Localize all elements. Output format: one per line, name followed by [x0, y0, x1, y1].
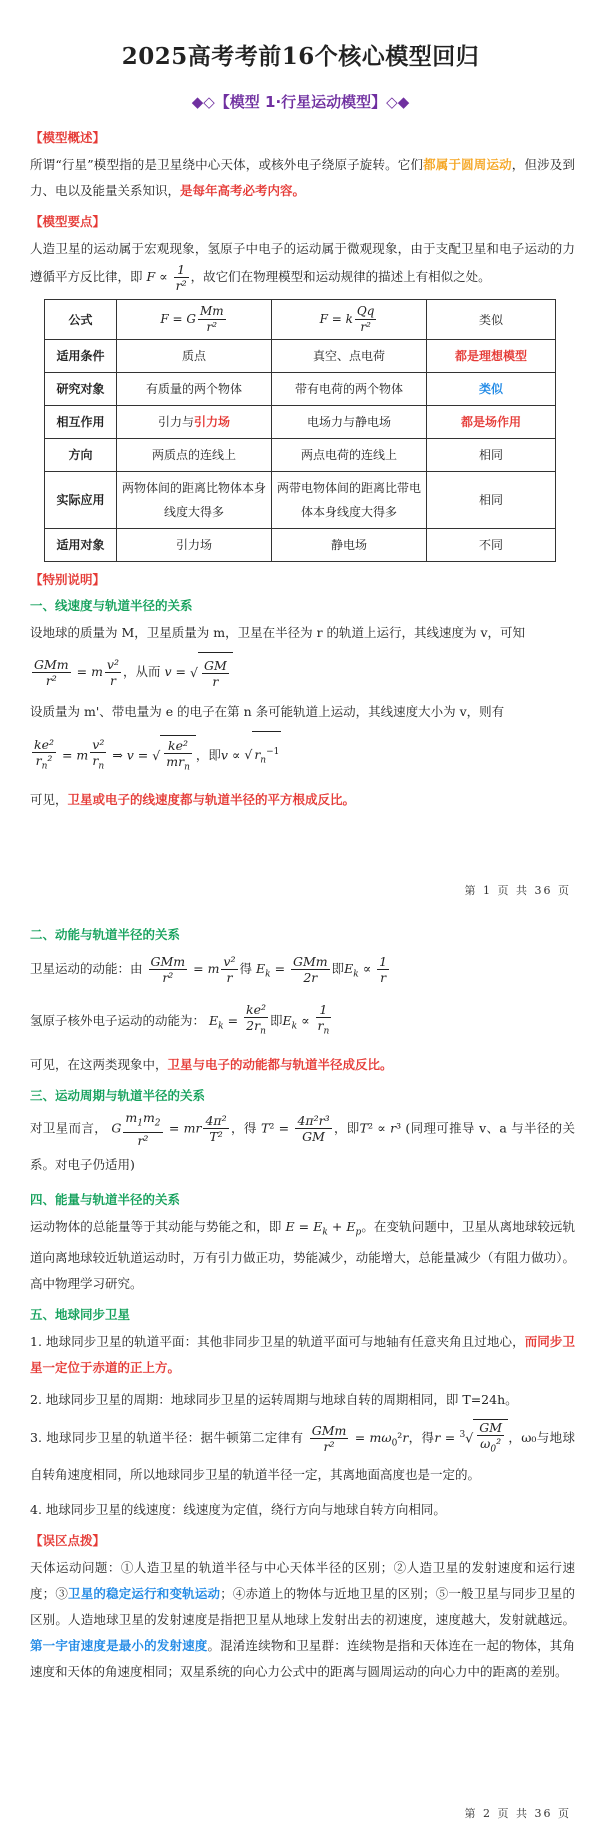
overview-paragraph	[30, 152, 575, 204]
ke-conclusion	[30, 1052, 575, 1078]
gravity-cell: 有质量的两个物体	[117, 373, 272, 406]
table-row	[45, 439, 556, 472]
inverse-square-formula: F ∝ $\frac{1}{\text{r²}}$	[146, 262, 187, 293]
electric-cell: 静电场	[272, 529, 427, 562]
points-paragraph	[30, 236, 575, 293]
subsection-heading: 四、能量与轨道半径的关系	[30, 1191, 181, 1207]
electron-equation: $\frac{\text{ke²}}{r_n^2}$ = m $\frac{\text{v²}}{r_n}$ ⇒ v = √ $\frac{\text{ke²}}{mr_n}$ ，即v ∝ √ $r_n^{-1}$	[30, 731, 575, 781]
table-row	[45, 472, 556, 529]
electric-cell: 电场力与静电场	[272, 406, 427, 439]
overview-text-2: ，但涉及到力、电以及能量关系知识，	[30, 157, 575, 198]
sync-item-1	[30, 1329, 575, 1381]
gravity-cell: 两物体间的距离比物体本身线度大得多	[117, 472, 272, 529]
special-heading: 【特别说明】	[30, 572, 106, 587]
ke-text-2: 氢原子核外电子运动的动能为：	[30, 1012, 206, 1028]
energy-paragraph: 运动物体的总能量等于其动能与势能之和，即 $E = E_k + E_p$。在变轨问题中，卫星从离地球较远轨道向离地球较近轨道运动时，万有引力做正功，势能减少，动能增大，总能量减少（有阻力做功）。高中物理学习研究。	[30, 1218, 575, 1291]
subsection-heading: 一、线速度与轨道半径的关系	[30, 598, 193, 613]
page-2	[0, 905, 601, 1830]
row-header: 适用对象	[45, 529, 117, 562]
gravity-formula-cell: F = G $\frac{Mm}{\text{r²}}$	[117, 300, 272, 340]
compare-cell: 相同	[427, 472, 556, 529]
overview-text: 所谓“行星”模型指的是卫星绕中心天体，或核外电子绕原子旋转。它们	[30, 157, 424, 172]
table-row	[45, 373, 556, 406]
sync-item-4: 4. 地球同步卫星的线速度：线速度为定值，绕行方向与地球自转方向相同。	[30, 1502, 446, 1518]
velocity-equation: $\frac{\text{GMm}}{\text{r²}}$ = m $\frac{\text{v²}}{r}$ ，从而 v = √ $\frac{GM}{r}$	[30, 652, 575, 693]
electron-paragraph: 设质量为 m'、带电量为 e 的电子在第 n 条可能轨道上运动，其线速度大小为 v，则有	[30, 704, 505, 719]
period-paragraph: 对卫星而言， G $\frac{m_1m_2}{\text{r²}}$ = mr $\frac{\text{4π²}}{\text{T²}}$ ，得 T² = $\frac{\text{4π²r³}}{GM}$ ，即T² ∝ r³ (同理可推导 v、a 与半径的关系。对电子仍适用)	[30, 1110, 575, 1172]
compare-cell: 都是场作用	[427, 406, 556, 439]
period-text: 对卫星而言，	[30, 1120, 108, 1136]
equation-connector: ，从而	[123, 664, 161, 679]
misconception-heading: 【误区点拨】	[30, 1533, 106, 1549]
gravity-cell: 引力场	[117, 529, 272, 562]
points-heading: 【模型要点】	[30, 214, 106, 229]
coulomb-formula-cell: F = k $\frac{Qq}{\text{r²}}$	[272, 300, 427, 340]
comparison-table	[44, 299, 556, 562]
mis-highlight: 卫星的稳定运行和变轨运动	[68, 1586, 221, 1602]
mis-text-3: 。混淆连续物和卫星群：连续物是指和天体连在一起的物体，其角速度和天体的角速度相同；双星系统的向心力公式中的距离与圆周运动的向心力中的距离的差别。	[30, 1638, 575, 1680]
sync-item-3-tail: ，ω₀与地球自转角速度相同，所以地球同步卫星的轨道半径一定，其离地面高度也是一定的。	[30, 1429, 575, 1483]
period-tail: (同理可推导 v、a 与半径的关系。对电子仍适用)	[30, 1120, 575, 1172]
compare-cell: 都是理想模型	[427, 340, 556, 373]
points-text-2: ，故它们在物理模型和运动规律的描述上有相似之处。	[190, 269, 491, 284]
gravity-cell: 两质点的连线上	[117, 439, 272, 472]
subsection-heading: 三、运动周期与轨道半径的关系	[30, 1088, 206, 1103]
overview-heading: 【模型概述】	[30, 130, 106, 145]
sync-item-3-text: 3. 地球同步卫星的轨道半径：据牛顿第二定律有	[30, 1429, 304, 1445]
energy-text-2: 。在变轨问题中，卫星从离地球较远轨道向离地球较近轨道运动时，万有引力做正功，势能减少，动能增大，总能量减少（有阻力做功）。高中物理学习研究。	[30, 1218, 575, 1291]
equation-connector: ，即	[195, 747, 221, 763]
document-title: 2025高考考前16个核心模型回归	[121, 43, 480, 70]
overview-emphasis: 是每年高考必考内容。	[180, 183, 306, 198]
gravity-cell: 质点	[117, 340, 272, 373]
kinetic-energy-electron: 氢原子核外电子运动的动能为： $E_k$ = $\frac{\text{ke²}}{2r_n}$ 即$E_k$ ∝ $\frac{1}{r_n}$	[30, 1002, 330, 1037]
mis-text-2: ；④赤道上的物体与近地卫星的区别；⑤一般卫星与同步卫星的区别。人造地球卫星的发射速度是指把卫星从地球上发射出去的初速度，速度越大，发射就越远。	[30, 1586, 575, 1628]
ke-conclusion-emphasis: 卫星与电子的动能都与轨道半径成反比。	[167, 1057, 393, 1072]
sync-connector: ，得	[408, 1429, 435, 1445]
velocity-paragraph: 设地球的质量为 M，卫星质量为 m，卫星在半径为 r 的轨道上运行，其线速度为 v，可知	[30, 625, 526, 640]
ke-conclusion-text: 可见，在这两类现象中，	[30, 1057, 168, 1072]
points-text: 人造卫星的运动属于宏观现象，氢原子中电子的运动属于微观现象，由于支配卫星和电子运动的力遵循平方反比律，即	[30, 241, 575, 284]
conclusion-text: 可见，	[30, 791, 68, 807]
row-header: 研究对象	[45, 373, 117, 406]
compare-cell: 不同	[427, 529, 556, 562]
table-row	[45, 406, 556, 439]
electric-cell: 两点电荷的连线上	[272, 439, 427, 472]
page-footer: 第 1 页 共 36 页	[464, 884, 571, 897]
period-connector-2: ，即	[333, 1120, 360, 1136]
table-row	[45, 529, 556, 562]
electric-cell: 带有电荷的两个物体	[272, 373, 427, 406]
row-header: 方向	[45, 439, 117, 472]
compare-cell: 类似	[427, 300, 556, 340]
page-footer: 第 2 页 共 36 页	[464, 1807, 571, 1820]
ke-text: 卫星运动的动能：由	[30, 961, 143, 976]
ke-connector-2: 即	[331, 961, 345, 976]
sync-item-1-emphasis: 而同步卫星一定位于赤道的正上方。	[30, 1334, 575, 1375]
subsection-heading: 二、动能与轨道半径的关系	[30, 927, 181, 942]
row-header: 适用条件	[45, 340, 117, 373]
gravity-cell-text: 引力与	[157, 415, 194, 429]
kinetic-energy-satellite: 卫星运动的动能：由 $\frac{\text{GMm}}{\text{r²}}$ = m $\frac{\text{v²}}{r}$ 得 $E_k$ = $\frac{\text{GMm}}{2r}$ 即$E_k$ ∝ $\frac{1}{r}$	[30, 954, 388, 985]
page-1	[0, 0, 601, 905]
ke-connector: 得	[239, 961, 253, 976]
gravity-cell-highlight: 引力场	[194, 415, 231, 429]
row-header: 相互作用	[45, 406, 117, 439]
overview-highlight: 都属于圆周运动	[423, 157, 512, 172]
electric-cell: 两带电物体间的距离比带电体本身线度大得多	[272, 472, 427, 529]
ke-connector-3: 即	[270, 1012, 283, 1028]
mis-text: 天体运动问题：①人造卫星的轨道半径与中心天体半径的区别；②人造卫星的发射速度和运行速度；③	[30, 1560, 575, 1602]
model-title: ◆◇【模型 1·行星运动模型】◇◆	[191, 93, 410, 111]
mis-highlight-2: 第一宇宙速度是最小的发射速度	[30, 1638, 208, 1654]
energy-text: 运动物体的总能量等于其动能与势能之和，即	[30, 1218, 282, 1234]
electric-cell: 真空、点电荷	[272, 340, 427, 373]
table-row	[45, 340, 556, 373]
subsection-heading: 五、地球同步卫星	[30, 1307, 131, 1322]
sync-item-1-text: 1. 地球同步卫星的轨道平面：其他非同步卫星的轨道平面可与地轴有任意夹角且过地心，	[30, 1334, 525, 1349]
misconception-paragraph	[30, 1555, 575, 1685]
gravity-cell	[117, 406, 272, 439]
table-row	[45, 300, 556, 340]
conclusion-emphasis: 卫星或电子的线速度都与轨道半径的平方根成反比。	[67, 791, 356, 807]
sync-item-2: 2. 地球同步卫星的周期：地球同步卫星的运转周期与地球自转的周期相同，即 T=24h。	[30, 1392, 518, 1407]
conclusion-paragraph	[30, 787, 575, 813]
row-header: 实际应用	[45, 472, 117, 529]
period-connector: ，得	[230, 1120, 257, 1136]
row-header: 公式	[45, 300, 117, 340]
compare-cell: 类似	[427, 373, 556, 406]
sync-item-3: 3. 地球同步卫星的轨道半径：据牛顿第二定律有 $\frac{\text{GMm}}{\text{r²}}$ = $m\omega_0^2r$，得r = $^3$√ $\frac{GM}{\omega_0^2}$ ，ω₀与地球自转角速度相同，所以地球同步卫星的轨道半径一定，其离地面高度也是一定的。	[30, 1420, 575, 1483]
compare-cell: 相同	[427, 439, 556, 472]
